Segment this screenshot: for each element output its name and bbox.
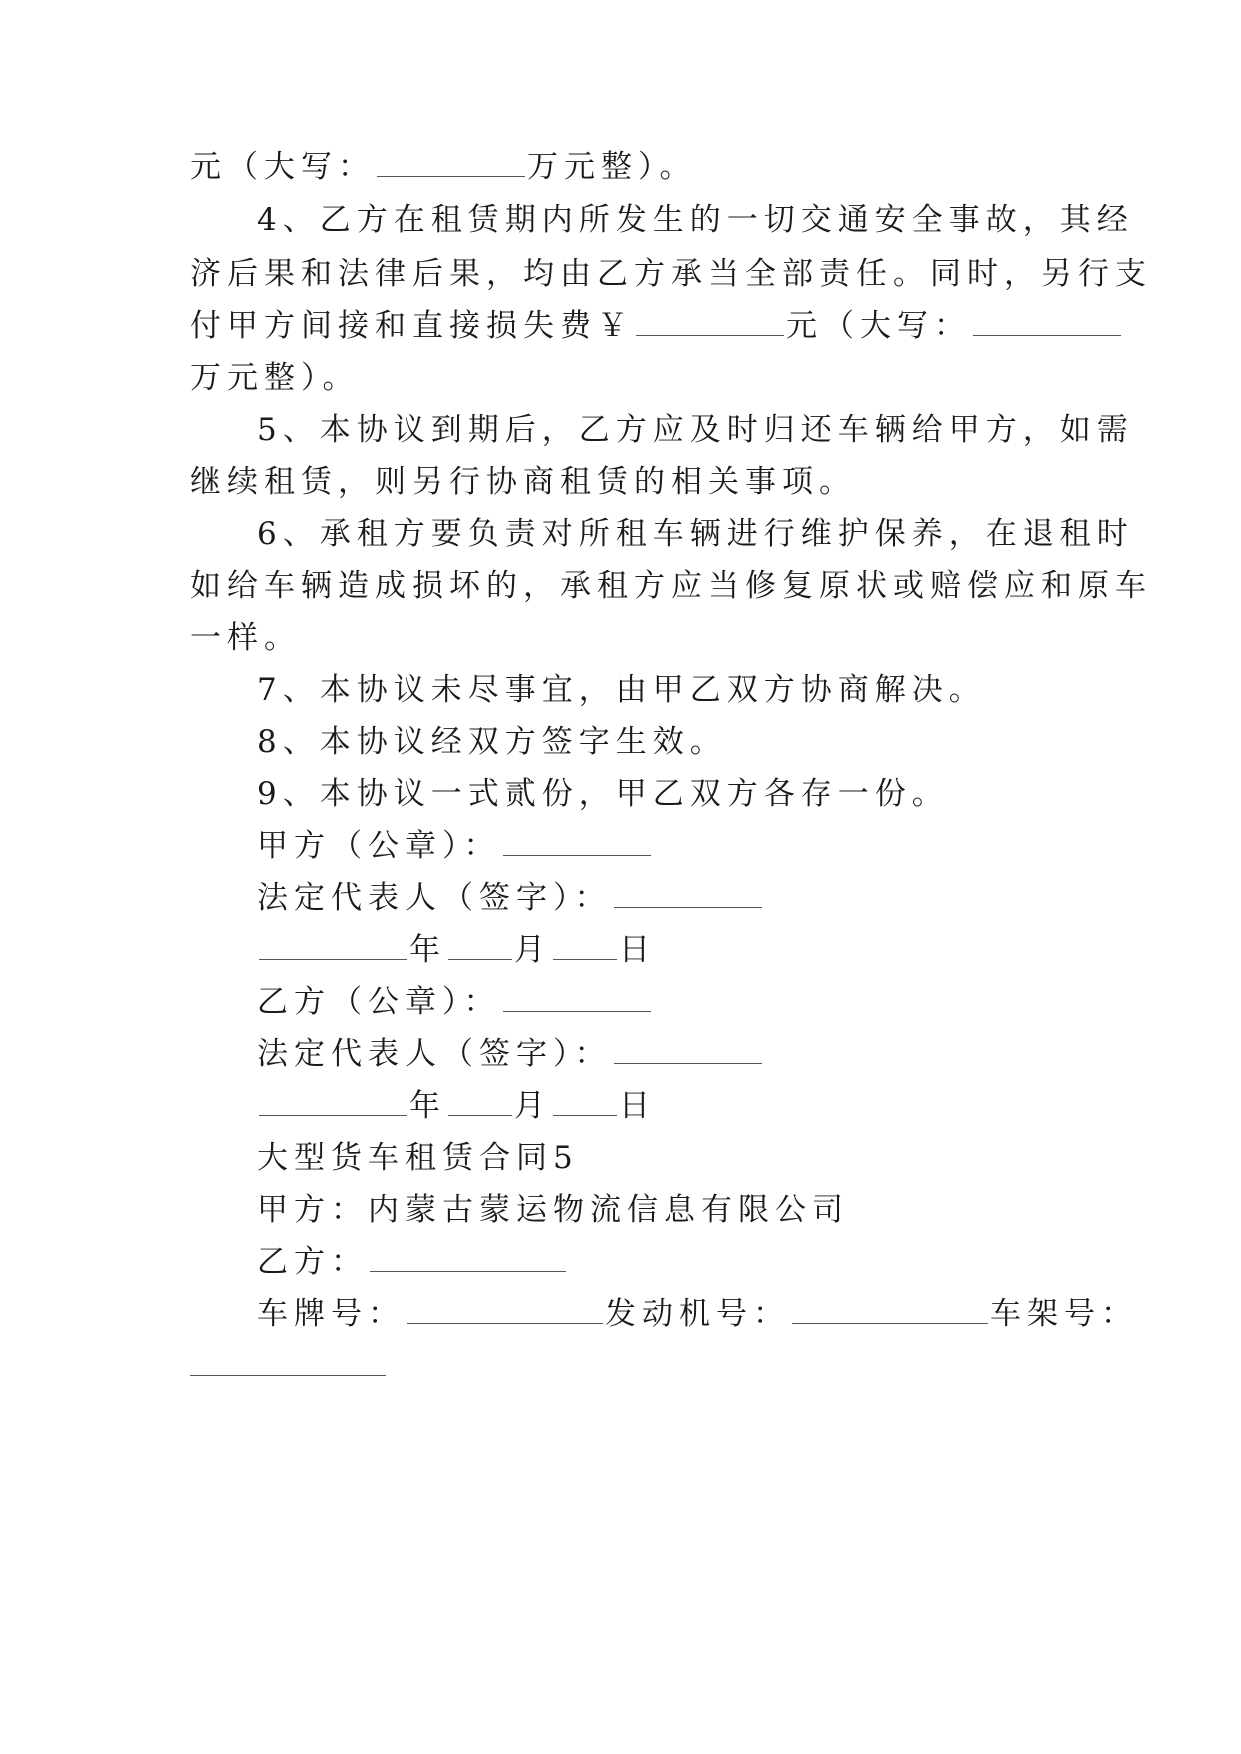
text-line: 如给车辆造成损坏的，承租方应当修复原状或赔偿应和原车 <box>190 568 1152 604</box>
text-fragment: 乙方： <box>257 1244 368 1280</box>
blank-field <box>636 307 784 336</box>
text-fragment: 车牌号： <box>257 1296 405 1332</box>
blank-field <box>448 931 512 960</box>
party-b-date-line <box>257 1086 656 1126</box>
party-a-rep-line <box>257 878 764 918</box>
text-fragment: 万元整）。 <box>527 149 697 185</box>
clause-8: 8、本协议经双方签字生效。 <box>257 724 727 760</box>
blank-field <box>503 827 651 856</box>
text-fragment: 乙方（公章）： <box>257 984 501 1020</box>
blank-field <box>407 1295 603 1324</box>
party-b-line <box>257 1242 568 1282</box>
text-fragment: 日 <box>619 932 656 968</box>
contract-title: 大型货车租赁合同5 <box>257 1140 579 1176</box>
text-line: 济后果和法律后果，均由乙方承当全部责任。同时，另行支 <box>190 256 1152 292</box>
party-b-rep-line <box>257 1034 764 1074</box>
party-b-seal-line <box>257 982 653 1022</box>
text-fragment: 车架号： <box>990 1296 1138 1332</box>
blank-field <box>614 1035 762 1064</box>
party-a-line: 甲方：内蒙古蒙运物流信息有限公司 <box>257 1192 849 1228</box>
blank-field <box>792 1295 988 1324</box>
text-line <box>190 147 697 187</box>
text-fragment: 月 <box>514 932 551 968</box>
blank-field <box>190 1347 386 1376</box>
clause-5: 5、本协议到期后，乙方应及时归还车辆给甲方，如需 <box>257 412 1134 448</box>
blank-field <box>259 931 407 960</box>
text-line: 万元整）。 <box>190 360 360 396</box>
clause-4: 4、乙方在租赁期内所发生的一切交通安全事故，其经 <box>257 202 1134 238</box>
clause-6: 6、承租方要负责对所租车辆进行维护保养，在退租时 <box>257 516 1134 552</box>
text-fragment: 法定代表人（签字）： <box>257 880 612 916</box>
clause-9: 9、本协议一式贰份，甲乙双方各存一份。 <box>257 776 949 812</box>
text-fragment: 付甲方间接和直接损失费￥ <box>190 308 634 344</box>
text-line <box>190 1346 388 1386</box>
blank-field <box>503 983 651 1012</box>
text-fragment: 元（大写： <box>786 308 971 344</box>
blank-field <box>614 879 762 908</box>
blank-field <box>553 931 617 960</box>
text-fragment: 元（大写： <box>190 149 375 185</box>
blank-field <box>370 1243 566 1272</box>
text-fragment: 法定代表人（签字）： <box>257 1036 612 1072</box>
blank-field <box>259 1087 407 1116</box>
text-line: 继续租赁，则另行协商租赁的相关事项。 <box>190 464 856 500</box>
text-fragment: 日 <box>619 1088 656 1124</box>
party-a-date-line <box>257 930 656 970</box>
blank-field <box>973 307 1121 336</box>
text-fragment: 甲方（公章）： <box>257 828 501 864</box>
text-fragment: 年 <box>409 932 446 968</box>
text-fragment: 年 <box>409 1088 446 1124</box>
blank-field <box>553 1087 617 1116</box>
blank-field <box>377 148 525 177</box>
blank-field <box>448 1087 512 1116</box>
vehicle-info-line <box>257 1294 1138 1334</box>
text-fragment: 月 <box>514 1088 551 1124</box>
party-a-seal-line <box>257 826 653 866</box>
text-fragment: 发动机号： <box>605 1296 790 1332</box>
text-line: 一样。 <box>190 620 301 656</box>
clause-7: 7、本协议未尽事宜，由甲乙双方协商解决。 <box>257 672 986 708</box>
text-line <box>190 306 1123 346</box>
